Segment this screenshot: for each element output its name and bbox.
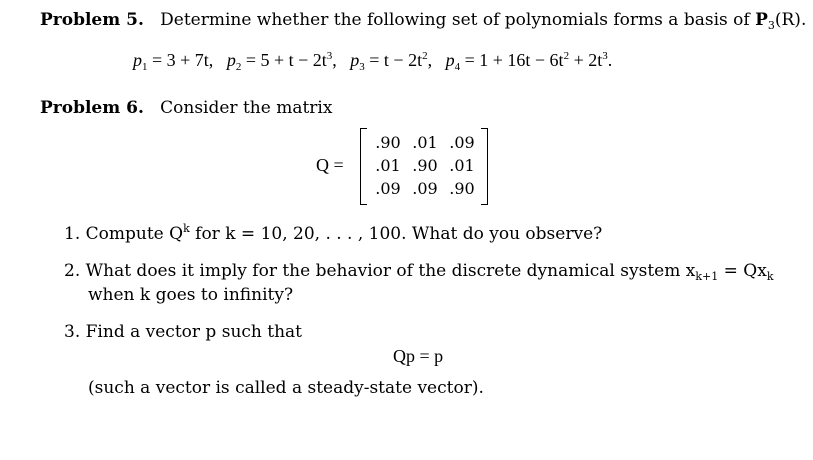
matrix-cell: .09 [412,179,438,198]
list-item-3 [64,322,302,342]
matrix-cell: .09 [449,133,475,152]
item-number: 1. [64,224,81,244]
matrix-cell: .01 [412,133,438,152]
item-3-text: Find a vector p such that [85,322,303,342]
item-1-text-a: Compute Q [85,224,184,244]
list-item-2 [64,261,773,281]
steady-state-equation: Qp = p [393,346,444,366]
matrix-cell: .90 [412,156,438,175]
problem-5-statement [40,10,806,30]
item-number: 3. [64,322,81,342]
polynomial-p4: $p_4 = 1 + 16t - 6t^2 + 2t^3$. [445,50,613,73]
matrix-cell: .09 [375,179,401,198]
matrix-q [360,128,488,203]
matrix-cell: .01 [375,156,401,175]
matrix-name: Q = [316,155,344,175]
problem-6-text: Consider the matrix [160,98,333,118]
polynomial-list [133,50,612,71]
matrix-cell: .90 [375,133,401,152]
problem-5-label: Problem 5. [40,10,144,30]
polynomial-p1: $p_1 = 3 + 7t$, [133,50,214,73]
exponent-k: k [183,222,190,235]
space-subscript: 3 [767,19,775,32]
polynomial-space-symbol: P [755,10,768,30]
item-2-equation: = Qx [718,261,767,281]
polynomial-p3: $p_3 = t - 2t^2$, [350,50,433,73]
item-2-line-1: What does it imply for the behavior of the discrete dynamical system x [85,261,696,281]
problem-6-label: Problem 6. [40,98,144,118]
matrix-row [370,156,480,175]
problem-6-statement [40,98,332,118]
matrix-row [370,133,480,152]
subscript-k: k [766,270,774,283]
matrix-right-bracket [481,128,488,205]
item-1-text-b: for k = 10, 20, . . . , 100. What do you observe? [189,224,603,244]
item-number: 2. [64,261,81,281]
subscript-k-plus-1: k+1 [695,270,719,283]
problem-5-text: Determine whether the following set of polynomials forms a basis of [160,10,756,30]
matrix-cell: .01 [449,156,475,175]
list-item-1 [64,224,602,244]
matrix-left-bracket [360,128,367,205]
polynomial-p2: $p_2 = 5 + t - 2t^3$, [226,50,337,73]
item-2-line-2: when k goes to infinity? [88,285,294,305]
space-argument: (R). [774,10,807,30]
matrix-row [370,179,480,198]
steady-state-note: (such a vector is called a steady-state vector). [88,378,484,398]
matrix-cell: .90 [449,179,475,198]
